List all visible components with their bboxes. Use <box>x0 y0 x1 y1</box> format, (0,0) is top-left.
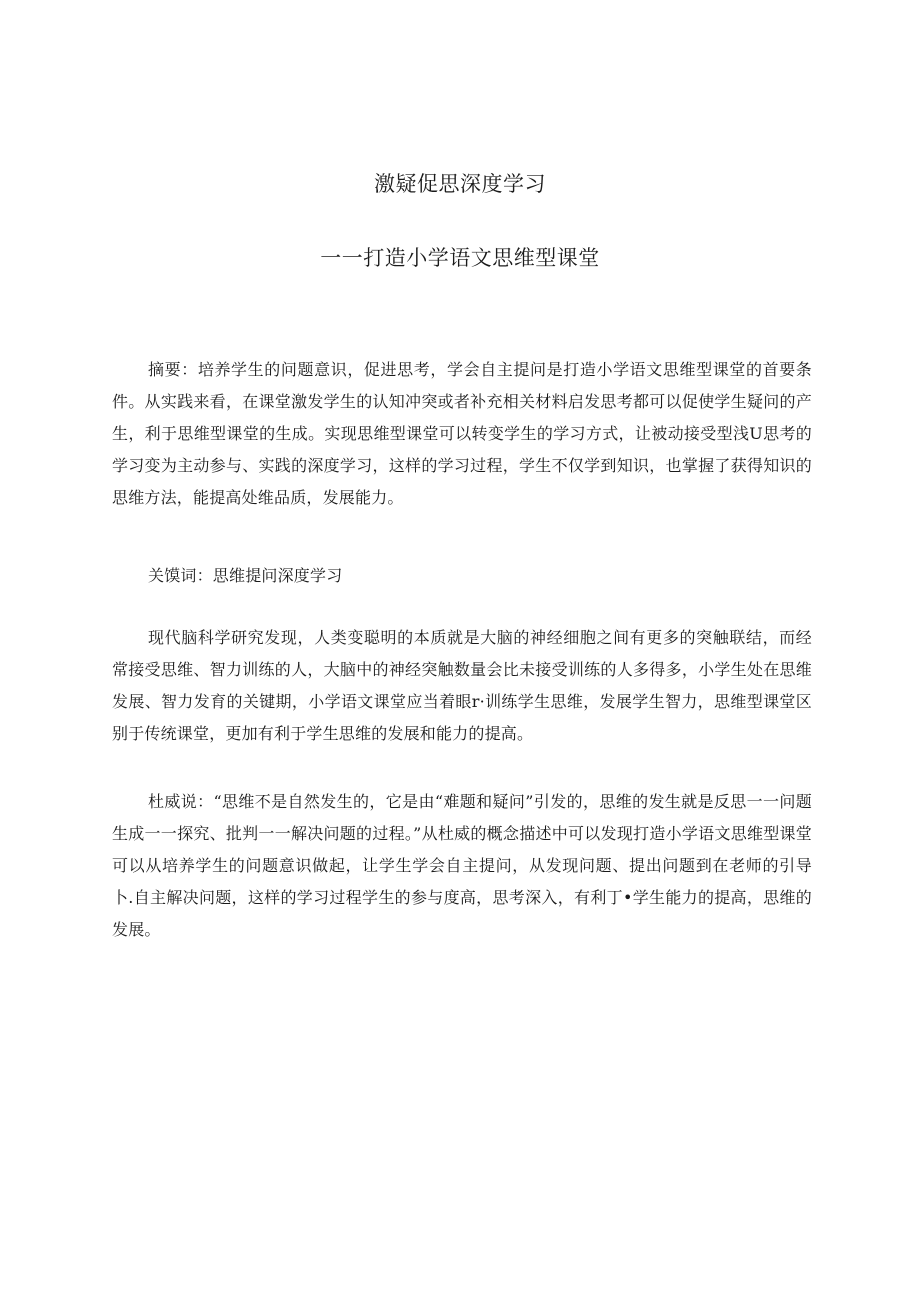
keywords-line: 关馍词：思维提问深度学习 <box>148 566 343 585</box>
body-paragraph: 杜威说：“思维不是自然发生的，它是由“难题和疑问”引发的，思维的发生就是反思一一问题生成一一探究、批判一一解决问题的过程。”从杜威的概念描述中可以发现打造小学语文思维型课堂可以从培养学生的问题意识做起，让学生学会自主提问，从发现问题、提出问题到在老师的引导卜.自主解决问题，这样的学习过程学生的参与度高，思考深入，有利丁•学生能力的提高，思维的发展。 <box>112 792 812 939</box>
body-paragraph: 现代脑科学研究发现，人类变聪明的本质就是大脑的神经细胞之间有更多的突触联结，而经常接受思维、智力训练的人，大脑中的神经突触数量会比未接受训练的人多得多，小学生处在思维发展、智力发育的关键期，小学语文课堂应当着眼r·训练学生思维，发展学生智力，思维型课堂区别于传统课堂，更加有利于学生思维的发展和能力的提高。 <box>112 628 812 743</box>
abstract-paragraph: 摘要：培养学生的问题意识，促进思考，学会自主提问是打造小学语文思维型课堂的首要条件。从实践来看，在课堂激发学生的认知冲突或者补充相关材料启发思考都可以促使学生疑问的产生，利于思维型课堂的生成。实现思维型课堂可以转变学生的学习方式，让被动接受型浅U思考的学习变为主动参与、实践的深度学习，这样的学习过程，学生不仅学到知识，也掌握了获得知识的思维方法，能提高处维品质，发展能力。 <box>112 360 812 507</box>
document-subtitle: 一一打造小学语文思维型课堂 <box>320 246 600 270</box>
document-title: 激疑促思深度学习 <box>374 172 546 196</box>
